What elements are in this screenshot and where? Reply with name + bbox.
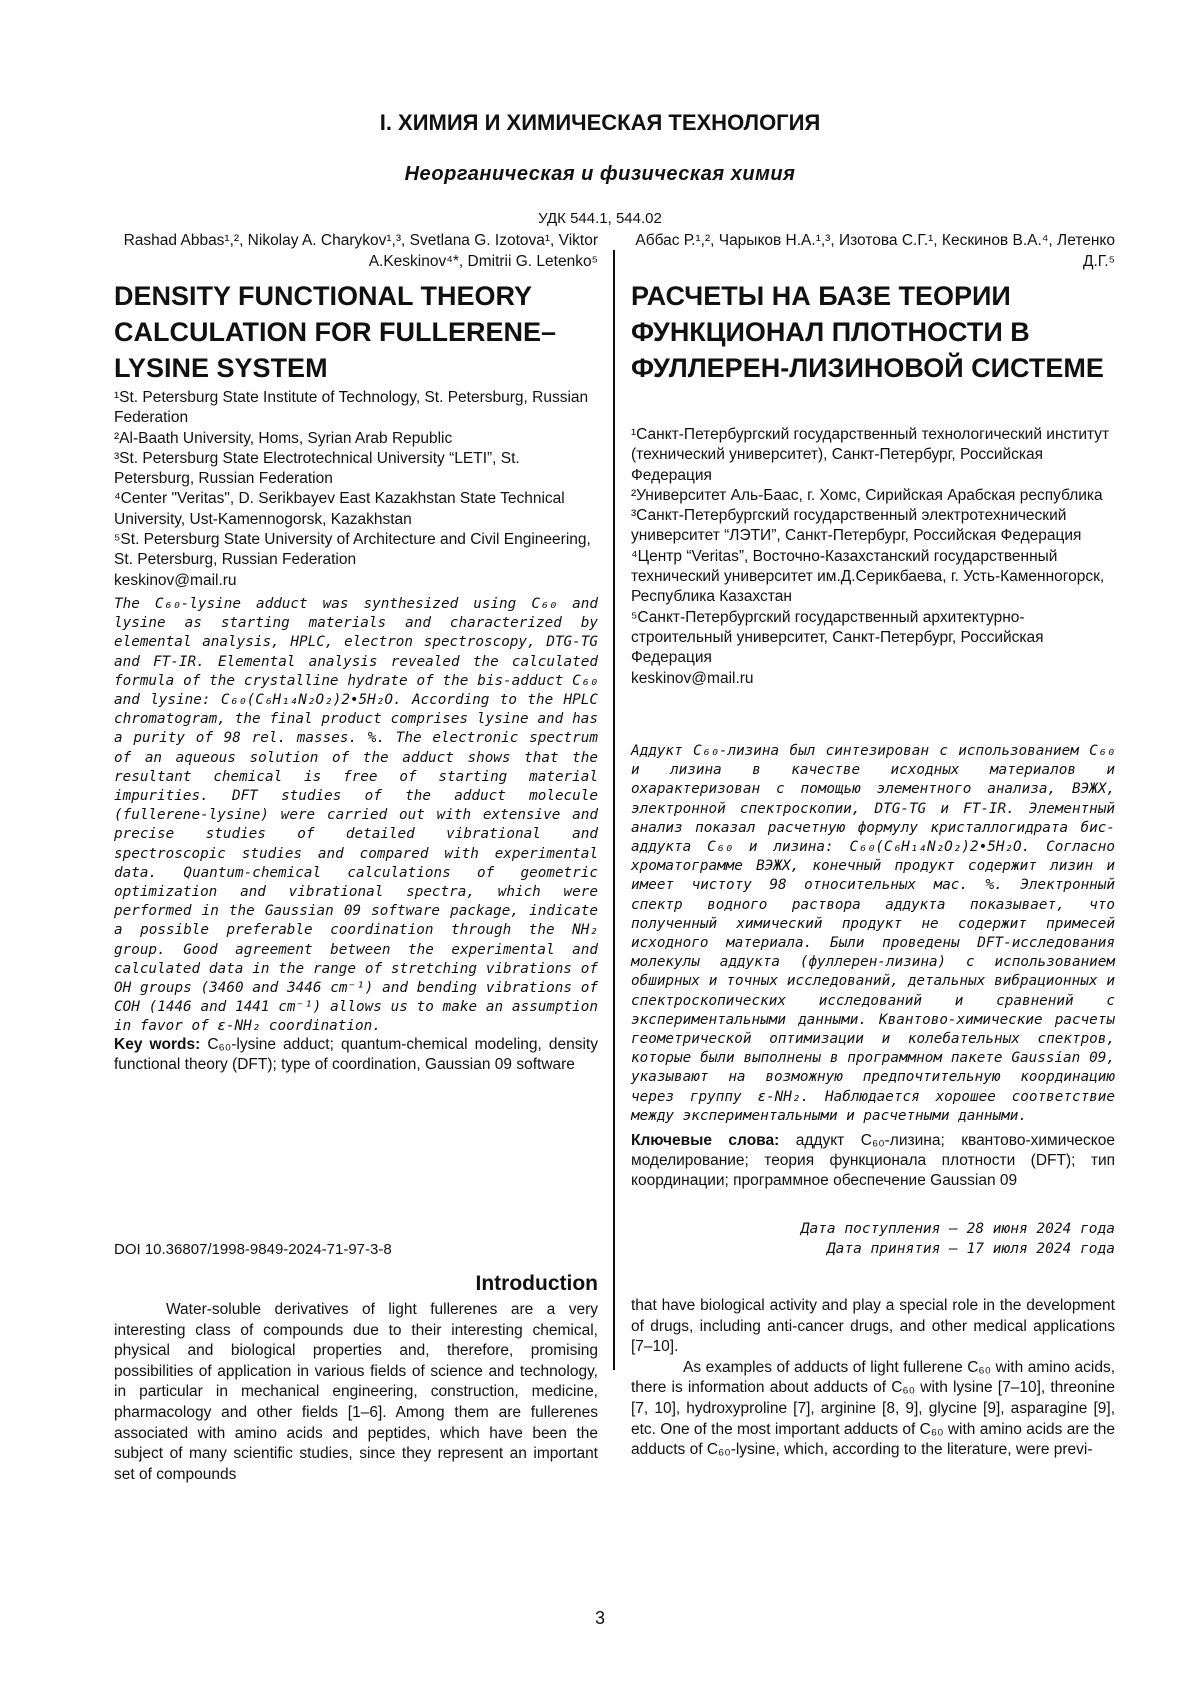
- paper-title-en: DENSITY FUNCTIONAL THEORY CALCULATION FOR FULLERENE–LYSINE SYSTEM: [114, 281, 556, 383]
- intro-left-column: [114, 1300, 598, 1485]
- received-date: Дата поступления – 28 июня 2024 года: [800, 1221, 1115, 1237]
- intro-paragraph-1: Water-soluble derivatives of light fullerenes are a very interesting class of compounds due to their interesting chemical, physical and biological properties and, therefore, promising possibilities of application in various fields of science and technology, in particular in mechanical engineering, construction, medicine, pharmacology and other fields [1–6]. Among them are fullerenes associated with amino acids and peptides, which have been the subject of many scientific studies, since they represent an important set of compounds: [114, 1301, 598, 1483]
- affiliation-en-4: ⁴Center "Veritas", D. Serikbayev East Kazakhstan State Technical University, Ust-Kamennogorsk, Kazakhstan: [114, 490, 565, 528]
- introduction-heading: Introduction: [475, 1272, 598, 1295]
- email-ru[interactable]: keskinov@mail.ru: [631, 669, 754, 687]
- authors-ru: Аббас Р.¹,², Чарыков Н.А.¹,³, Изотова С.Г.¹, Кескинов В.А.⁴, Летенко Д.Г.⁵: [635, 232, 1115, 270]
- abstract-ru: Аддукт C₆₀-лизина был синтезирован с использованием C₆₀ и лизина в качестве исходных материалов и охарактеризован с помощью элементного анализа, ВЭЖХ, электронной спектроскопии, DTG-TG и FT-IR. Элементный анализ показал расчетную формулу кристаллогидрата бис-аддукта C₆₀ и лизина: C₆₀(C₆H₁₄N₂O₂)2•5H₂O. Согласно хроматограмме ВЭЖХ, конечный продукт содержит лизин и имеет чистоту 98 относительных мас. %. Электронный спектр водного раствора аддукта показывает, что полученный химический продукт не содержит примесей исходного материала. Были проведены DFT-исследования молекулы аддукта (фуллерен-лизина) с использованием обширных и точных исследований, детальных вибрационных и спектроскопических исследований и сравнений с экспериментальными данными. Квантово-химические расчеты геометрической оптимизации и колебательных спектров, которые были выполнены в программном пакете Gaussian 09, указывают на возможную предпочтительную координацию через группу ε-NH₂. Наблюдается хорошее соответствие между экспериментальными и расчетными данными.: [631, 743, 1115, 1124]
- keywords-text-en: C₆₀-lysine adduct; quantum-chemical modeling, density functional theory (DFT); type of coordination, Gaussian 09 software: [114, 1036, 598, 1073]
- affiliation-ru-5: ⁵Санкт-Петербургский государственный архитектурно-строительный университет, Санкт-Петербург, Российская Федерация: [631, 608, 1044, 667]
- keywords-ru: [631, 1131, 1115, 1191]
- abstract-en: The C₆₀-lysine adduct was synthesized using C₆₀ and lysine as starting materials and characterized by elemental analysis, HPLC, electron spectroscopy, DTG-TG and FT-IR. Elemental analysis revealed the calculated formula of the crystalline hydrate of the bis-adduct C₆₀ and lysine: C₆₀(C₆H₁₄N₂O₂)2•5H₂O. According to the HPLC chromatogram, the final product comprises lysine and has a purity of 98 rel. masses. %. The electronic spectrum of an aqueous solution of the adduct shows that the resultant chemical is free of starting material impurities. DFT studies of the adduct molecule (fullerene-lysine) were carried out with extensive and precise studies of detailed vibrational and spectroscopic studies and compared with experimental data. Quantum-chemical calculations of geometric optimization and vibrational spectra, which were performed in the Gaussian 09 software package, indicate a possible preferable coordination through the NH₂ group. Good agreement between the experimental and calculated data in the range of stretching vibrations of OH groups (3460 and 3446 cm⁻¹) and bending vibrations of COH (1446 and 1441 cm⁻¹) allows us to make an assumption in favor of ε-NH₂ coordination.: [114, 596, 598, 1035]
- affiliations-en: [114, 388, 598, 591]
- affiliation-en-1: ¹St. Petersburg State Institute of Technology, St. Petersburg, Russian Federation: [114, 389, 589, 427]
- column-divider: [613, 250, 615, 1370]
- keywords-label-ru: Ключевые слова:: [631, 1132, 780, 1149]
- subsection-title: Неорганическая и физическая химия: [404, 163, 796, 185]
- intro-paragraph-2: As examples of adducts of light fullerene C₆₀ with amino acids, there is information about adducts of C₆₀ with lysine [7–10], threonine [7, 10], hydroxyproline [7], arginine [8, 9], glycine [9], asparagine [9], etc. One of the most important adducts of C₆₀ with amino acids are the adducts of C₆₀-lysine, which, according to the literature, were previ-: [631, 1358, 1115, 1459]
- keywords-en: [114, 1035, 598, 1075]
- doi[interactable]: DOI 10.36807/1998-9849-2024-71-97-3-8: [114, 1241, 392, 1258]
- authors-en: Rashad Abbas¹,², Nikolay A. Charykov¹,³, Svetlana G. Izotova¹, Viktor A.Keskinov⁴*, Dmitrii G. Letenko⁵: [123, 232, 598, 270]
- affiliation-ru-3: ³Санкт-Петербургский государственный электротехнический университет “ЛЭТИ”, Санкт-Петербург, Российская Федерация: [631, 507, 1082, 545]
- affiliation-ru-1: ¹Санкт-Петербургский государственный технологический институт (технический университет), Санкт-Петербург, Российская Федерация: [631, 426, 1110, 484]
- keywords-label-en: Key words:: [114, 1036, 201, 1053]
- keywords-text-ru: аддукт C₆₀-лизина; квантово-химическое моделирование; теория функционала плотности (DFT); тип координации; программное обеспечение Gaussian 09: [631, 1132, 1115, 1189]
- affiliation-ru-4: ⁴Центр “Veritas”, Восточно-Казахстанский государственный технический университет им.Д.Серикбаева, г. Усть-Каменногорск, Республика Казахстан: [631, 547, 1105, 606]
- page-number: 3: [594, 1608, 605, 1628]
- intro-paragraph-1-cont: that have biological activity and play a special role in the development of drugs, including anti-cancer drugs, and other medical applications [7–10].: [631, 1297, 1115, 1356]
- affiliation-ru-2: ²Университет Аль-Баас, г. Хомс, Сирийская Арабская республика: [631, 486, 1103, 504]
- intro-right-column: [631, 1296, 1115, 1461]
- affiliation-en-2: ²Al-Baath University, Homs, Syrian Arab Republic: [114, 429, 453, 447]
- affiliation-en-5: ⁵St. Petersburg State University of Architecture and Civil Engineering, St. Petersburg, Russian Federation: [114, 531, 591, 569]
- udk-code: УДК 544.1, 544.02: [538, 210, 662, 227]
- email-en[interactable]: keskinov@mail.ru: [114, 571, 237, 589]
- section-title: I. ХИМИЯ И ХИМИЧЕСКАЯ ТЕХНОЛОГИЯ: [379, 110, 821, 135]
- affiliations-ru: [631, 425, 1115, 689]
- paper-title-ru: РАСЧЕТЫ НА БАЗЕ ТЕОРИИ ФУНКЦИОНАЛ ПЛОТНОСТИ В ФУЛЛЕРЕН-ЛИЗИНОВОЙ СИСТЕМЕ: [631, 281, 1104, 383]
- affiliation-en-3: ³St. Petersburg State Electrotechnical University “LETI”, St. Petersburg, Russian Federation: [114, 449, 520, 488]
- accepted-date: Дата принятия – 17 июля 2024 года: [826, 1241, 1115, 1257]
- dates-ru: [631, 1219, 1115, 1259]
